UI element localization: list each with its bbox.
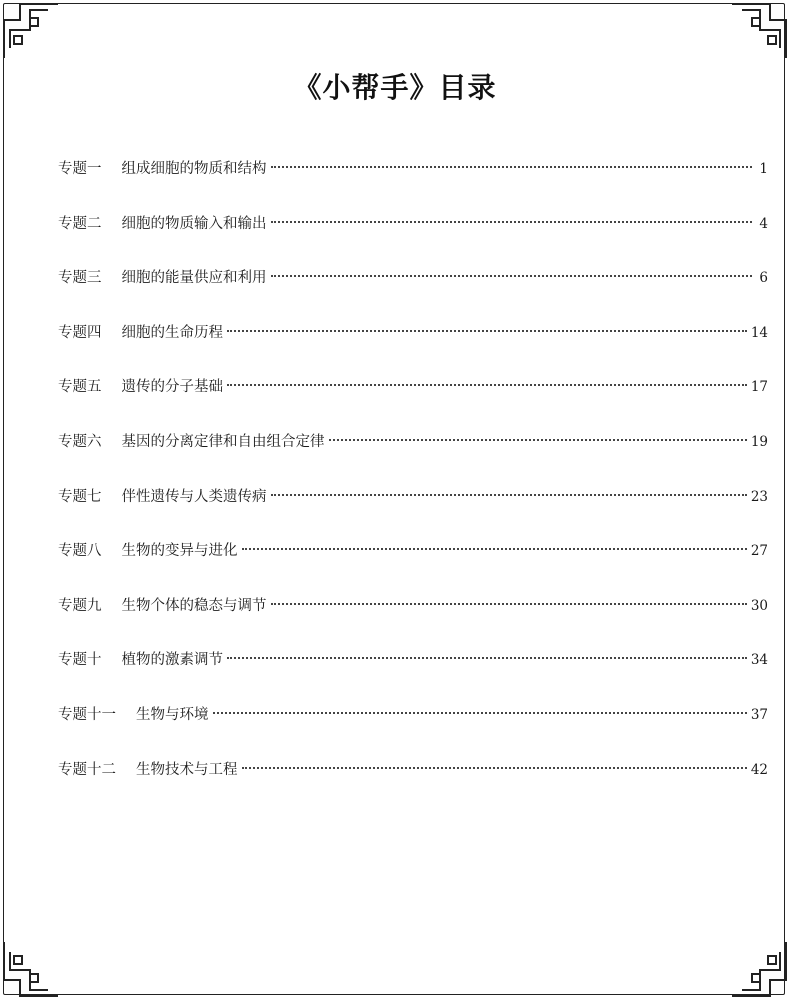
- toc-entry-title: 生物与环境: [136, 706, 209, 723]
- toc-entry[interactable]: [58, 758, 768, 813]
- toc-entry-title: 生物技术与工程: [136, 761, 238, 778]
- toc-entry[interactable]: [58, 321, 768, 376]
- toc-entry-page: 17: [750, 379, 768, 396]
- corner-ornament-top-right: [728, 0, 790, 62]
- corner-ornament-bottom-left: [0, 938, 62, 1000]
- dot-leader: [227, 383, 747, 386]
- toc-entry-page: 4: [759, 215, 768, 232]
- dot-leader: [329, 438, 747, 441]
- toc-entry-title: 生物个体的稳态与调节: [121, 597, 267, 614]
- toc-entry[interactable]: [58, 703, 768, 758]
- page-title: 《小帮手》目录: [293, 71, 497, 104]
- toc-entry-label: 专题十一: [58, 706, 116, 723]
- toc-entry-title: 细胞的生命历程: [121, 324, 223, 341]
- toc-entry[interactable]: [58, 157, 768, 212]
- toc-entry[interactable]: [58, 648, 768, 703]
- toc-entry[interactable]: [58, 539, 768, 594]
- toc-entry[interactable]: [58, 485, 768, 540]
- toc-entry-title: 组成细胞的物质和结构: [121, 161, 267, 177]
- table-of-contents: [58, 157, 768, 812]
- toc-entry-title: 细胞的物质输入和输出: [121, 215, 267, 232]
- dot-leader: [271, 165, 753, 168]
- toc-entry[interactable]: [58, 212, 768, 267]
- toc-entry-label: 专题一: [58, 161, 102, 177]
- toc-entry-page: 27: [750, 543, 768, 560]
- toc-entry-title: 细胞的能量供应和利用: [121, 270, 267, 287]
- toc-entry-label: 专题五: [58, 379, 102, 396]
- dot-leader: [242, 766, 747, 769]
- toc-entry-title: 植物的激素调节: [121, 652, 223, 669]
- toc-entry[interactable]: [58, 594, 768, 649]
- toc-entry-title: 遗传的分子基础: [121, 379, 223, 396]
- toc-entry-title: 伴性遗传与人类遗传病: [121, 488, 267, 505]
- toc-entry-label: 专题二: [58, 215, 102, 232]
- dot-leader: [227, 329, 747, 332]
- toc-entry-title: 基因的分离定律和自由组合定律: [121, 433, 325, 450]
- toc-entry-label: 专题九: [58, 597, 102, 614]
- toc-entry-page: 42: [750, 761, 768, 778]
- toc-entry-label: 专题十: [58, 652, 102, 669]
- dot-leader: [242, 547, 747, 550]
- toc-entry-page: 6: [759, 270, 768, 287]
- toc-entry-label: 专题六: [58, 433, 102, 450]
- dot-leader: [271, 220, 753, 223]
- toc-entry-label: 专题十二: [58, 761, 116, 778]
- toc-entry[interactable]: [58, 375, 768, 430]
- corner-ornament-top-left: [0, 0, 62, 62]
- toc-entry-page: 37: [750, 706, 768, 723]
- toc-entry-label: 专题八: [58, 543, 102, 560]
- toc-entry-page: 23: [750, 488, 768, 505]
- toc-entry-page: 34: [750, 652, 768, 669]
- dot-leader: [271, 602, 747, 605]
- toc-entry-label: 专题三: [58, 270, 102, 287]
- toc-entry[interactable]: [58, 430, 768, 485]
- toc-entry-label: 专题四: [58, 324, 102, 341]
- toc-entry-page: 19: [750, 433, 768, 450]
- toc-entry-page: 1: [759, 161, 768, 177]
- dot-leader: [271, 274, 753, 277]
- toc-entry-title: 生物的变异与进化: [121, 543, 238, 560]
- corner-ornament-bottom-right: [728, 938, 790, 1000]
- toc-entry[interactable]: [58, 266, 768, 321]
- toc-entry-page: 14: [750, 324, 768, 341]
- dot-leader: [213, 711, 747, 714]
- dot-leader: [271, 493, 747, 496]
- toc-entry-page: 30: [750, 597, 768, 614]
- toc-entry-label: 专题七: [58, 488, 102, 505]
- dot-leader: [227, 656, 747, 659]
